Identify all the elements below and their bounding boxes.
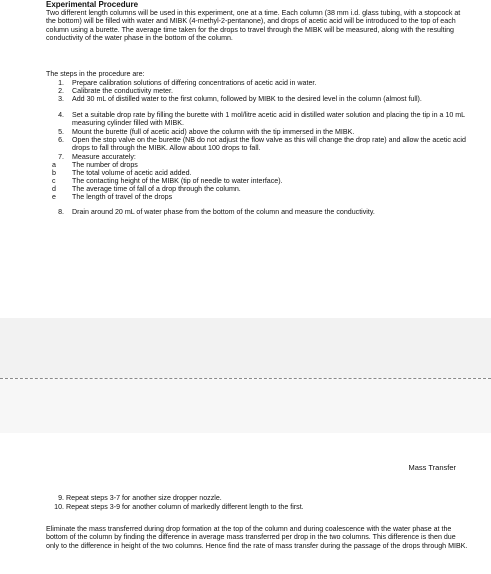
steps-intro: The steps in the procedure are: — [46, 70, 145, 78]
substep-letter: c — [52, 177, 56, 185]
substep-text: The total volume of acetic acid added. — [72, 169, 192, 177]
step-text: Mount the burette (full of acetic acid) above the column with the tip immersed in the MIBK. — [72, 128, 355, 136]
step-number: 9. — [58, 494, 64, 502]
substep-letter: d — [52, 185, 56, 193]
section-heading: Experimental Procedure — [46, 0, 139, 9]
step-text: Set a suitable drop rate by filling the burette with 1 mol/litre acetic acid in distilled water solution and placing the tip in a 10 mL measuring cylinder filled with MIBK. — [72, 111, 465, 128]
substep-letter: b — [52, 169, 56, 177]
step-number: 1. — [58, 79, 64, 87]
step-text: Drain around 20 mL of water phase from the bottom of the column and measure the conductivity. — [72, 208, 375, 216]
intro-paragraph: Two different length columns will be used in this experiment, one at a time. Each column (38 mm i.d. glass tubing, with a stopcock at the bottom) will be filled with water and MIBK (4-methyl-2-pentanone), and drops of acetic acid will be introduced to the top of each column using a burette. The average time taken for the drops to travel through the MIBK will be measured, along with the resulting conductivity of the water phase in the bottom of the column. — [46, 9, 461, 42]
step-number: 6. — [58, 136, 64, 144]
step-number: 2. — [58, 87, 64, 95]
page-gap — [0, 379, 491, 433]
step-number: 4. — [58, 111, 64, 119]
step-text: Calibrate the conductivity meter. — [72, 87, 173, 95]
substep-text: The length of travel of the drops — [72, 193, 173, 201]
document-page-2 — [0, 433, 491, 574]
step-number: 5. — [58, 128, 64, 136]
step-text: Repeat steps 3-7 for another size dropper nozzle. — [66, 494, 222, 502]
step-text: Repeat steps 3-9 for another column of markedly different length to the first. — [66, 503, 304, 511]
step-number: 7. — [58, 153, 64, 161]
page-header: Mass Transfer — [408, 463, 456, 472]
closing-paragraph: Eliminate the mass transferred during drop formation at the top of the column and during coalescence with the water phase at the bottom of the column by finding the difference in average mass transferred per drop in the two columns. This difference is then due only to the difference in height of the two columns. Hence find the rate of mass transfer during the passage of the drops through MIBK. — [46, 525, 468, 550]
substep-text: The contacting height of the MIBK (tip of needle to water interface). — [72, 177, 283, 185]
step-number: 8. — [58, 208, 64, 216]
step-text: Measure accurately: — [72, 153, 136, 161]
substep-text: The average time of fall of a drop through the column. — [72, 185, 241, 193]
step-text: Open the stop valve on the burette (NB do not adjust the flow valve as this will change the drop rate) and allow the acetic acid drops to fall through the MIBK. Allow about 100 drops to fall. — [72, 136, 466, 153]
substep-letter: a — [52, 161, 56, 169]
page-gap — [0, 318, 491, 378]
substep-letter: e — [52, 193, 56, 201]
step-text: Add 30 mL of distilled water to the first column, followed by MIBK to the desired level in the column (almost full). — [72, 95, 422, 103]
substep-text: The number of drops — [72, 161, 138, 169]
step-text: Prepare calibration solutions of differing concentrations of acetic acid in water. — [72, 79, 317, 87]
step-number: 3. — [58, 95, 64, 103]
step-number: 10. — [54, 503, 64, 511]
